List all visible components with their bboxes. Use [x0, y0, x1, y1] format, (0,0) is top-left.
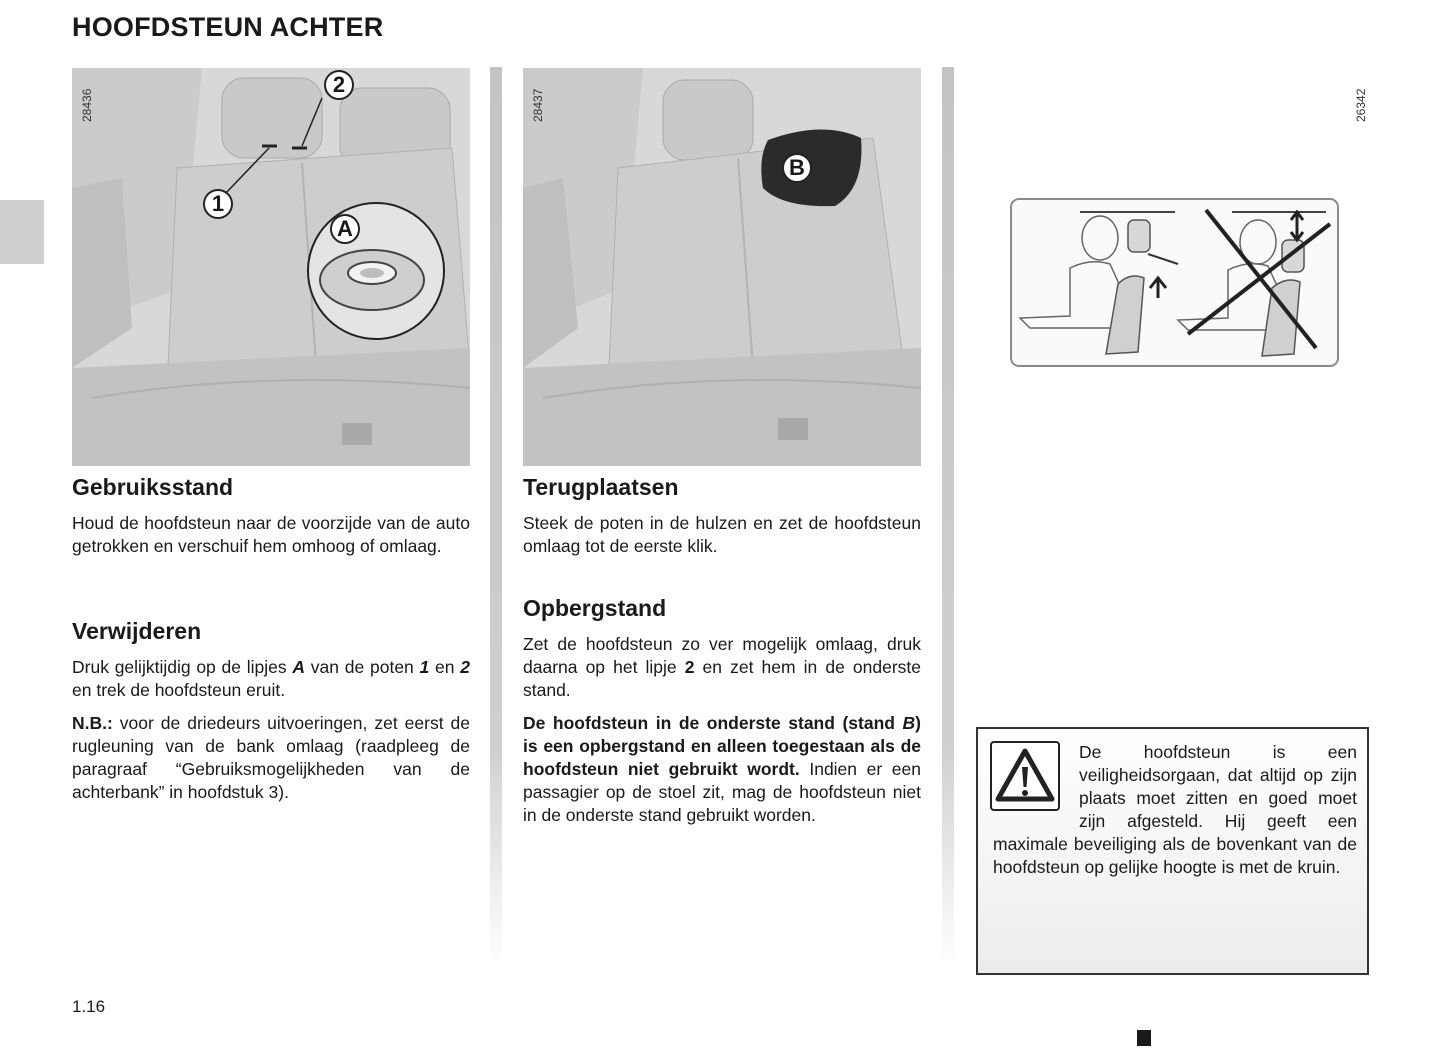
paragraph-note	[72, 712, 470, 804]
paragraph-terugplaatsen: Steek de poten in de hulzen en zet de hoofdsteun omlaag tot de eerste klik.	[523, 513, 921, 556]
paragraph-opbergstand-note	[523, 712, 921, 827]
ref-2: 2	[684, 657, 695, 677]
note-label: N.B.:	[72, 713, 113, 733]
ref-2: 2	[460, 657, 470, 677]
warning-box	[976, 727, 1369, 975]
callout-2: 2	[324, 70, 354, 100]
column-divider-left	[490, 67, 502, 967]
bold-run: ) is een opbergstand en alleen toegestaan als de hoofdsteun niet gebruikt wordt.	[523, 713, 921, 779]
callout-A: A	[330, 214, 360, 244]
page-number: 1.16	[72, 997, 106, 1016]
figure-rear-seat-usage	[72, 68, 470, 466]
warning-text	[993, 741, 1357, 879]
section-heading-opbergstand: Opbergstand	[523, 595, 667, 621]
paragraph-opbergstand	[523, 633, 921, 702]
ref-1: 1	[419, 657, 430, 677]
paragraph-verwijderen	[72, 656, 470, 702]
text-run: van de poten	[305, 657, 420, 677]
headrest-height-diagram	[1010, 198, 1340, 368]
column-divider-right	[942, 67, 954, 967]
rear-seat-storage-illustration	[523, 68, 921, 466]
ref-A: A	[292, 657, 306, 677]
callout-1: 1	[203, 189, 233, 219]
section-heading-terugplaatsen: Terugplaatsen	[523, 474, 679, 500]
text-run: Druk gelijktijdig op de lipjes	[72, 657, 293, 677]
figure-ref-number: 28437	[531, 88, 545, 122]
text-run: en zet hem in de onderste stand.	[523, 657, 921, 700]
warning-text-content: De hoofdsteun is een veiligheidsorgaan, dat altijd op zijn plaats moet zitten en goed moet zijn afgesteld. Hij geeft een maximale beveiliging als de bovenkant van de hoofdsteun op gelijke hoogte is met de kruin.	[993, 742, 1357, 877]
chapter-tab	[0, 200, 44, 264]
section-heading-gebruiksstand: Gebruiksstand	[72, 474, 234, 500]
text-run: en trek de hoofdsteun eruit.	[72, 680, 286, 700]
paragraph-gebruiksstand: Houd de hoofdsteun naar de voorzijde van de auto getrokken en verschuif hem omhoog of omlaag.	[72, 513, 470, 556]
note-text: voor de driedeurs uitvoeringen, zet eerst de rugleuning van de bank omlaag (raadpleeg de paragraaf “Gebruiksmogelijkheden van de achterbank” in hoofdstuk 3).	[72, 713, 470, 802]
section-heading-verwijderen: Verwijderen	[72, 618, 202, 644]
end-of-section-marker	[1137, 1030, 1151, 1046]
rear-seat-illustration	[72, 68, 470, 466]
ref-B: B	[902, 713, 916, 733]
page-title: HOOFDSTEUN ACHTER	[72, 12, 384, 42]
figure-ref-number: 28436	[80, 88, 94, 122]
figure-rear-seat-storage	[523, 68, 921, 466]
text-run: Indien er een passagier op de stoel zit, mag de hoofdsteun niet in de onderste stand gebruikt worden.	[523, 759, 922, 825]
text-run: en	[429, 657, 461, 677]
figure-headrest-height	[1010, 198, 1340, 368]
callout-B: B	[782, 153, 812, 183]
bold-run: De hoofdsteun in de onderste stand (stand	[523, 713, 903, 733]
text-run: Zet de hoofdsteun zo ver mogelijk omlaag, druk daarna op het lipje	[523, 634, 921, 677]
figure-ref-number: 26342	[1354, 88, 1368, 122]
